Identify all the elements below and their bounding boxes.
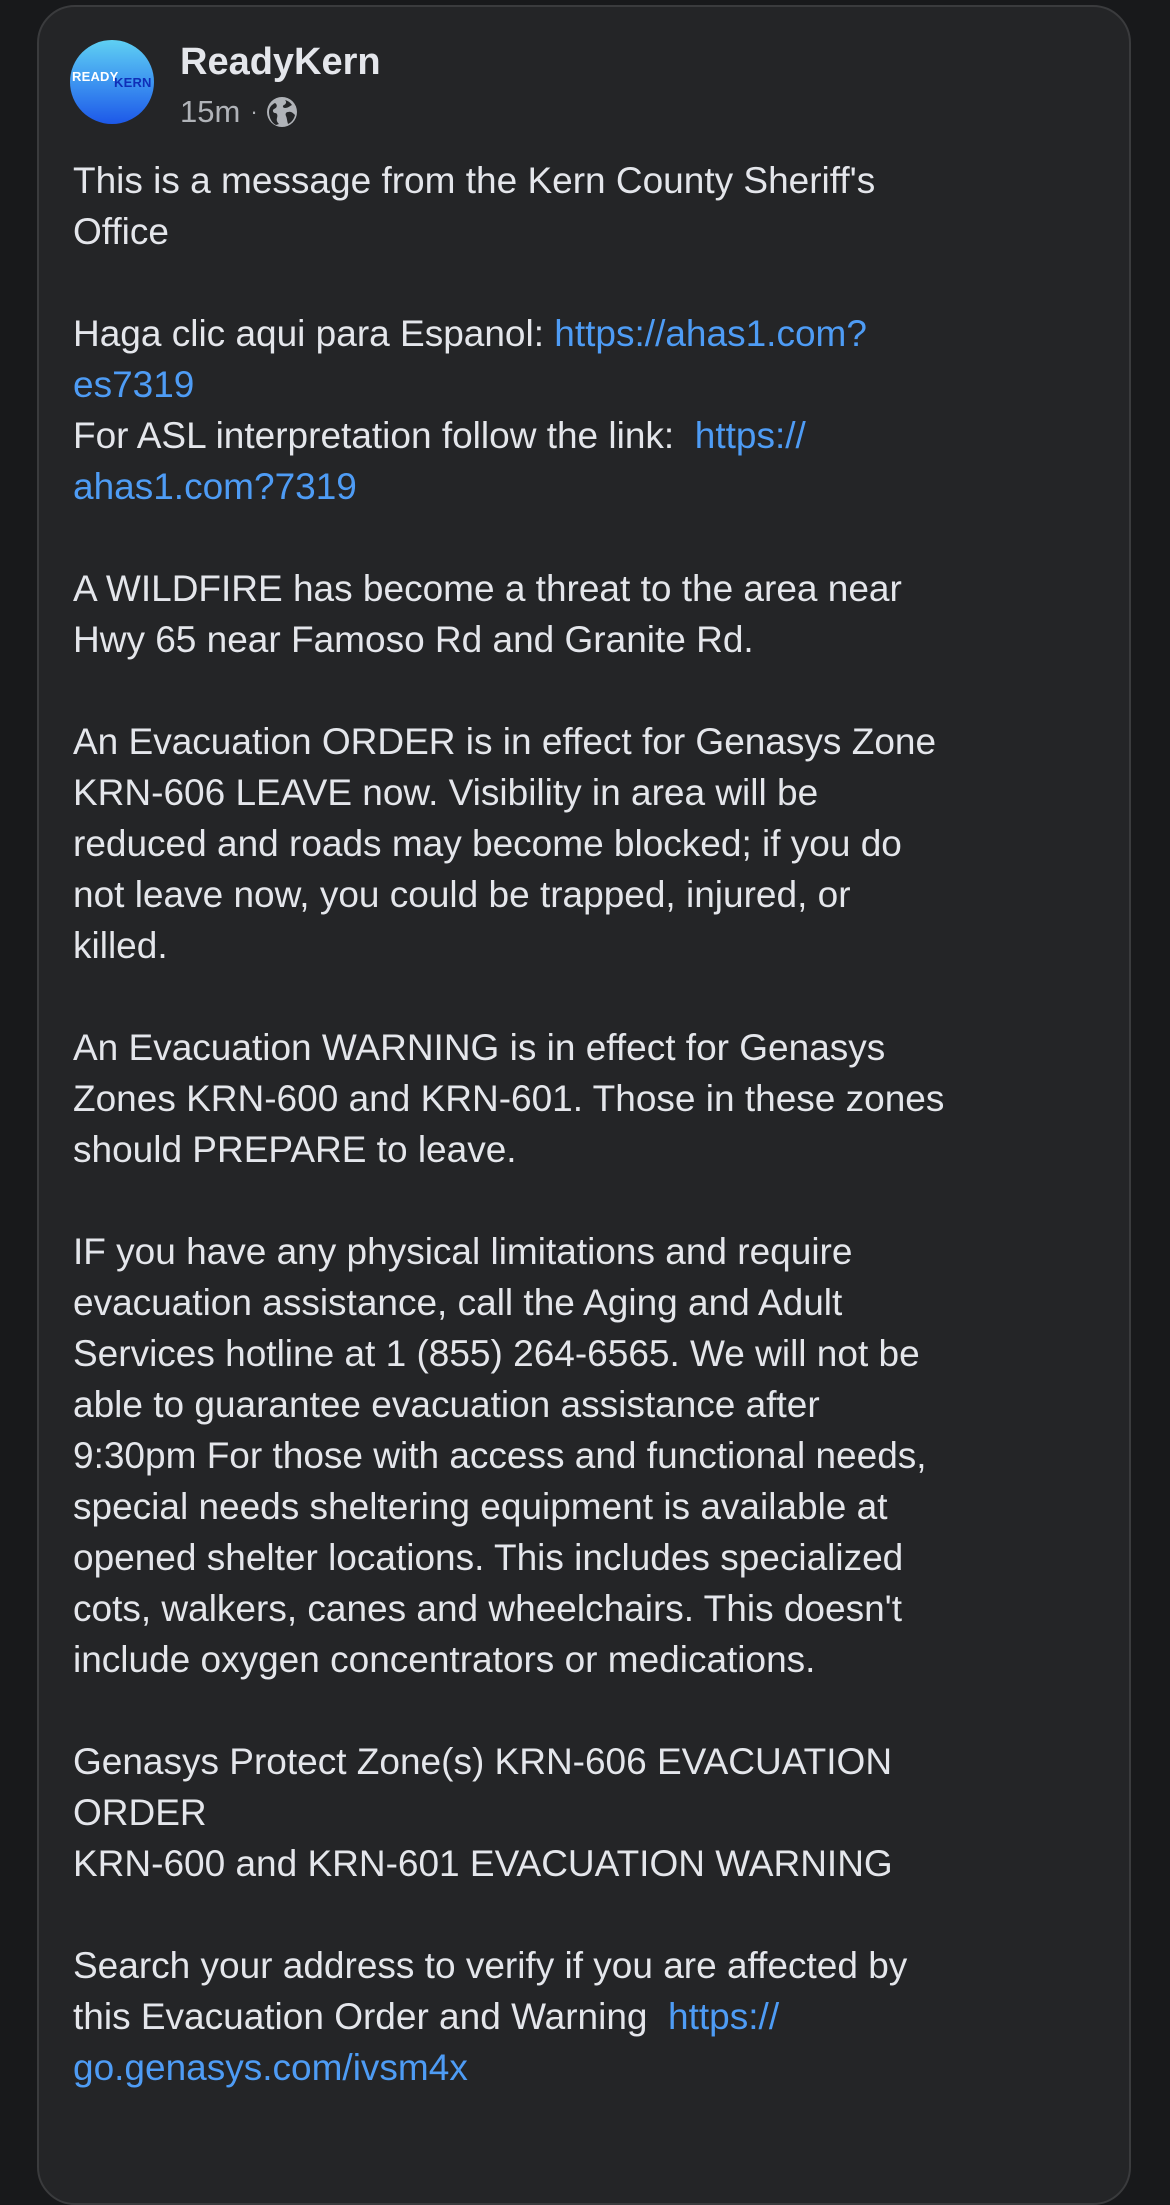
post-text: include oxygen concentrators or medications. bbox=[73, 1639, 816, 1680]
page-avatar[interactable] bbox=[70, 40, 154, 124]
post-text-line bbox=[73, 1583, 1113, 1634]
post-text-line bbox=[73, 206, 1113, 257]
post-text: IF you have any physical limitations and require bbox=[73, 1231, 853, 1272]
post-text: Office bbox=[73, 211, 169, 252]
post-text-line bbox=[73, 359, 1113, 410]
post-text: Hwy 65 near Famoso Rd and Granite Rd. bbox=[73, 619, 754, 660]
post-text-line bbox=[73, 1226, 1113, 1277]
readykern-logo bbox=[70, 66, 154, 96]
post-text-line bbox=[73, 410, 1113, 461]
post-text: able to guarantee evacuation assistance after bbox=[73, 1384, 820, 1425]
post-text-line bbox=[73, 1379, 1113, 1430]
post-text: An Evacuation WARNING is in effect for Genasys bbox=[73, 1027, 886, 1068]
post-text-line bbox=[73, 512, 1113, 563]
post-text: 9:30pm For those with access and functional needs, bbox=[73, 1435, 927, 1476]
post-text-line bbox=[73, 716, 1113, 767]
post-text-line bbox=[73, 1940, 1113, 1991]
post-text-line bbox=[73, 1685, 1113, 1736]
post-text: not leave now, you could be trapped, injured, or bbox=[73, 874, 851, 915]
post-text-line bbox=[73, 920, 1113, 971]
meta-separator: · bbox=[250, 99, 258, 124]
post-text: A WILDFIRE has become a threat to the area near bbox=[73, 568, 902, 609]
post-text-line bbox=[73, 1532, 1113, 1583]
post-text-line bbox=[73, 1124, 1113, 1175]
post-text-line bbox=[73, 1481, 1113, 1532]
post-link[interactable]: https:// bbox=[694, 415, 806, 456]
post-text-line bbox=[73, 1022, 1113, 1073]
globe-icon[interactable] bbox=[266, 96, 298, 128]
post-text: cots, walkers, canes and wheelchairs. This doesn't bbox=[73, 1588, 903, 1629]
post-message bbox=[73, 155, 1113, 2093]
post-text-line bbox=[73, 1175, 1113, 1226]
post-text: Search your address to verify if you are affected by bbox=[73, 1945, 908, 1986]
page-name[interactable]: ReadyKern bbox=[180, 41, 381, 83]
post-text: special needs sheltering equipment is available at bbox=[73, 1486, 888, 1527]
post-text: evacuation assistance, call the Aging and Adult bbox=[73, 1282, 843, 1323]
post-link[interactable]: ahas1.com?7319 bbox=[73, 466, 357, 507]
post-text: Haga clic aqui para Espanol: bbox=[73, 313, 555, 354]
post-text-line bbox=[73, 1991, 1113, 2042]
post-text-line bbox=[73, 869, 1113, 920]
post-text: This is a message from the Kern County Sheriff's bbox=[73, 160, 876, 201]
post-text-line bbox=[73, 461, 1113, 512]
post-text: Genasys Protect Zone(s) KRN-606 EVACUATION bbox=[73, 1741, 893, 1782]
post-text: An Evacuation ORDER is in effect for Genasys Zone bbox=[73, 721, 937, 762]
post-link[interactable]: es7319 bbox=[73, 364, 195, 405]
post-text-line bbox=[73, 1838, 1113, 1889]
post-text: ORDER bbox=[73, 1792, 207, 1833]
post-text-line bbox=[73, 1889, 1113, 1940]
post-text: opened shelter locations. This includes specialized bbox=[73, 1537, 904, 1578]
post-text-line bbox=[73, 665, 1113, 716]
post-text: should PREPARE to leave. bbox=[73, 1129, 517, 1170]
post-text: KRN-606 LEAVE now. Visibility in area will be bbox=[73, 772, 819, 813]
post-text-line bbox=[73, 614, 1113, 665]
logo-text-kern: KERN bbox=[114, 75, 152, 90]
post-text-line bbox=[73, 1073, 1113, 1124]
post-text: killed. bbox=[73, 925, 168, 966]
logo-text-ready: READY bbox=[72, 69, 119, 84]
post-text-line bbox=[73, 1328, 1113, 1379]
post-text-line bbox=[73, 2042, 1113, 2093]
post-text-line bbox=[73, 1634, 1113, 1685]
post-text-line bbox=[73, 1787, 1113, 1838]
post-link[interactable]: https://ahas1.com? bbox=[554, 313, 867, 354]
post-link[interactable]: go.genasys.com/ivsm4x bbox=[73, 2047, 468, 2088]
post-text-line bbox=[73, 563, 1113, 614]
post-text-line bbox=[73, 971, 1113, 1022]
post-text-line bbox=[73, 155, 1113, 206]
post-text: reduced and roads may become blocked; if you do bbox=[73, 823, 902, 864]
post-text: For ASL interpretation follow the link: bbox=[73, 415, 695, 456]
post-text: Services hotline at 1 (855) 264-6565. We will not be bbox=[73, 1333, 920, 1374]
post-text-line bbox=[73, 257, 1113, 308]
post-text-line bbox=[73, 767, 1113, 818]
post-text: Zones KRN-600 and KRN-601. Those in these zones bbox=[73, 1078, 945, 1119]
post-timestamp[interactable]: 15m bbox=[180, 94, 241, 129]
post-text-line bbox=[73, 308, 1113, 359]
post-text: KRN-600 and KRN-601 EVACUATION WARNING bbox=[73, 1843, 893, 1884]
post-text-line bbox=[73, 818, 1113, 869]
post-text: this Evacuation Order and Warning bbox=[73, 1996, 669, 2037]
post-text-line bbox=[73, 1430, 1113, 1481]
post-link[interactable]: https:// bbox=[668, 1996, 780, 2037]
post-header bbox=[70, 38, 1070, 128]
post-text-line bbox=[73, 1277, 1113, 1328]
post-text-line bbox=[73, 1736, 1113, 1787]
post-meta bbox=[180, 92, 298, 132]
